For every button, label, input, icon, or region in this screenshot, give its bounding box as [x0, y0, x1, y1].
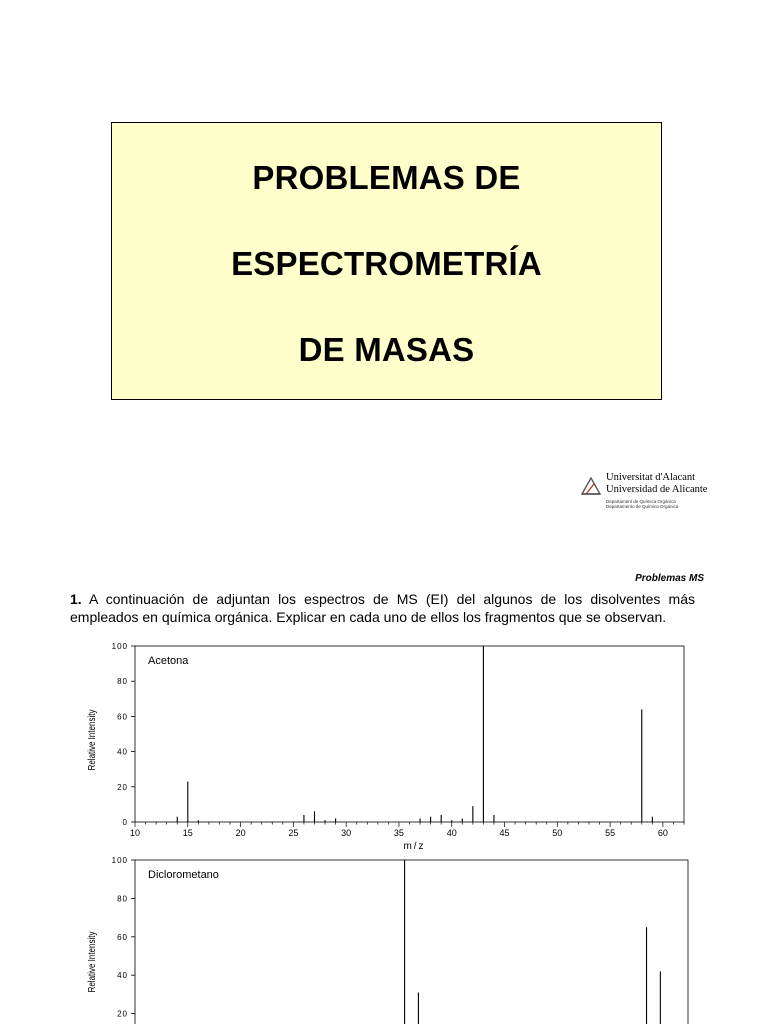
- y-tick-label: 80: [117, 677, 128, 687]
- y-axis-label: Relative Intensity: [86, 709, 98, 771]
- title-line-2: ESPECTROMETRÍA: [231, 245, 542, 282]
- y-tick-label: 40: [117, 971, 128, 981]
- university-logo: [580, 472, 730, 516]
- plot-frame: [135, 646, 684, 822]
- question-number: 1.: [70, 591, 82, 607]
- x-tick-label: 50: [552, 828, 563, 838]
- department-name-ca: Departament de Química Orgànica: [606, 499, 676, 504]
- x-tick-label: 30: [341, 828, 352, 838]
- chart-acetona: [70, 636, 695, 852]
- university-name-ca: Universitat d'Alacant: [606, 472, 696, 483]
- y-tick-label: 100: [111, 642, 128, 651]
- title-line-3: DE MASAS: [298, 331, 475, 368]
- title-line-1: PROBLEMAS DE: [252, 159, 521, 196]
- x-tick-label: 35: [393, 828, 404, 838]
- x-tick-label: 40: [446, 828, 457, 838]
- y-tick-label: 60: [117, 712, 128, 722]
- plot-frame: [135, 860, 688, 1024]
- y-axis-label: Relative Intensity: [86, 931, 98, 993]
- title-box: [111, 122, 662, 400]
- question-text: A continuación de adjuntan los espectros de MS (EI) del algunos de los disolventes más empleados en química orgánica. Explicar en cada uno de ellos los fragmentos que se observan.: [70, 591, 695, 625]
- y-tick-label: 100: [111, 856, 128, 865]
- y-tick-label: 80: [117, 894, 128, 904]
- y-tick-label: 0: [122, 818, 128, 827]
- chart-title: Diclorometano: [148, 869, 219, 881]
- x-tick-label: 60: [657, 828, 668, 838]
- y-tick-label: 60: [117, 932, 128, 942]
- y-tick-label: 20: [117, 1009, 128, 1019]
- y-tick-label: 40: [117, 747, 128, 757]
- x-tick-label: 15: [182, 828, 193, 838]
- chart-title: Acetona: [148, 655, 189, 667]
- x-axis-label: m/z: [403, 841, 426, 852]
- section-header-label: Problemas MS: [635, 573, 704, 584]
- x-tick-label: 45: [499, 828, 510, 838]
- chart-diclorometano: [70, 856, 695, 1024]
- x-tick-label: 20: [235, 828, 246, 838]
- x-tick-label: 10: [129, 828, 141, 838]
- department-name-es: Departamento de Química Orgánica: [606, 504, 679, 509]
- university-name-es: Universidad de Alicante: [606, 484, 708, 495]
- y-tick-label: 20: [117, 782, 128, 792]
- question-1: [70, 590, 695, 626]
- x-tick-label: 25: [288, 828, 299, 838]
- x-tick-label: 55: [605, 828, 616, 838]
- university-emblem-icon: [580, 474, 602, 496]
